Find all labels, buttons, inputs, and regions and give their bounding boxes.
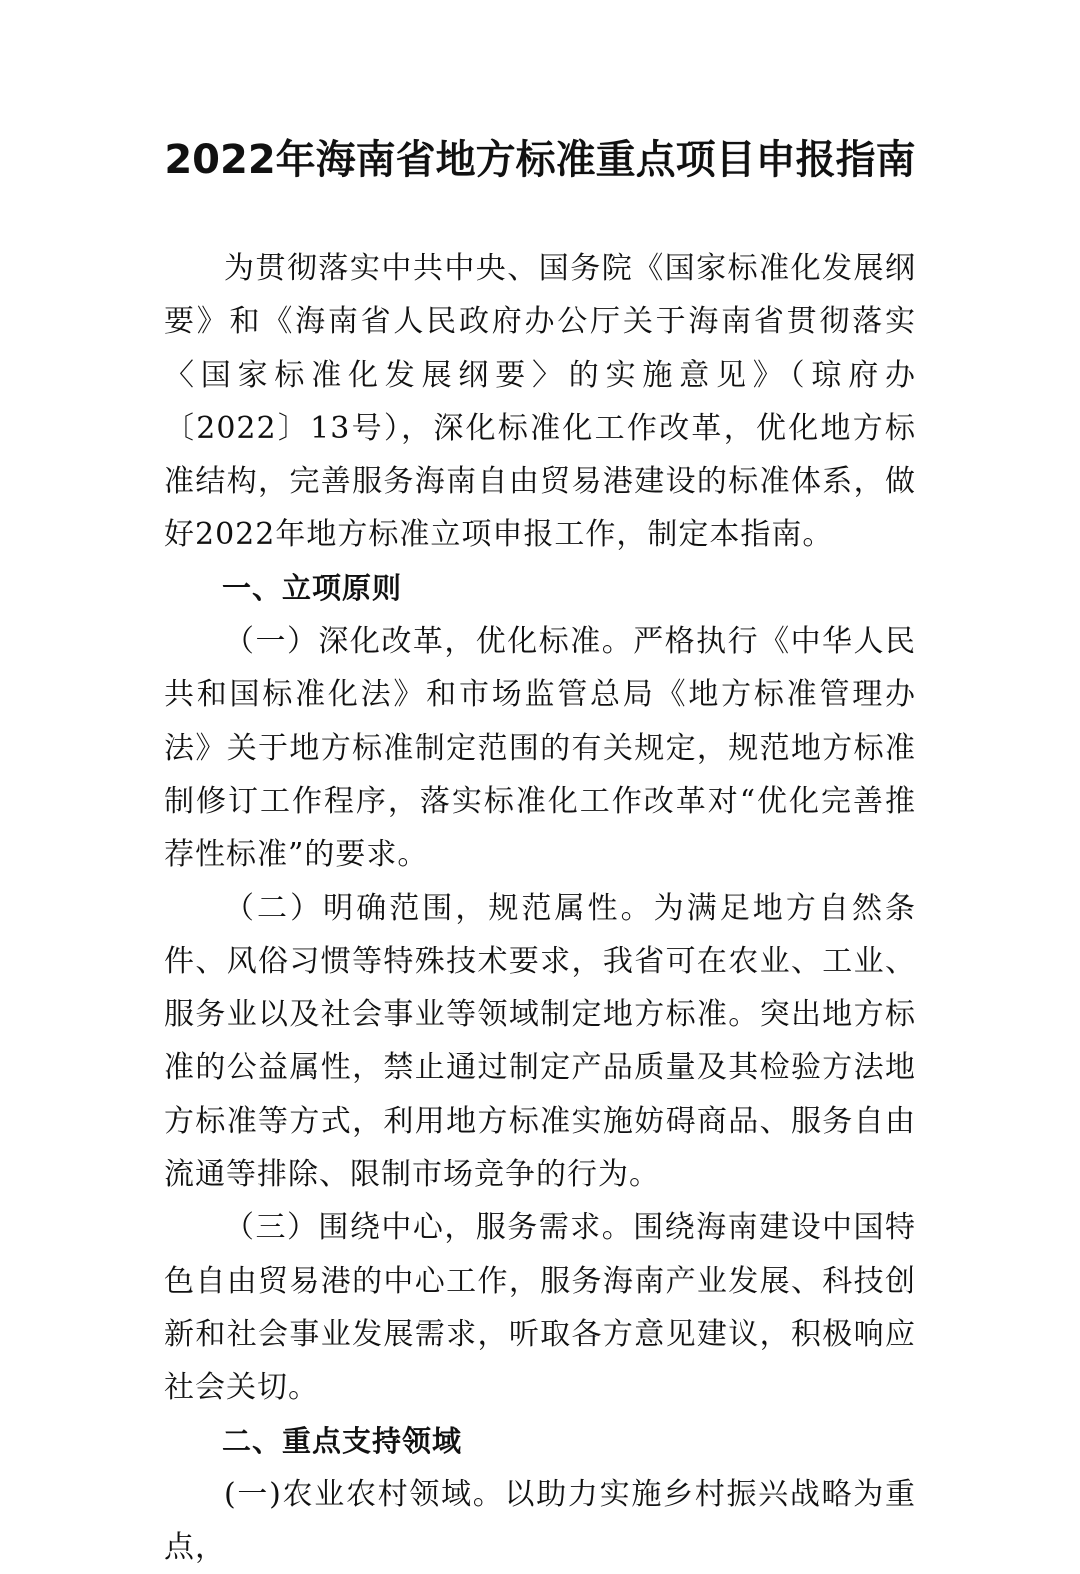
document-title: 2022年海南省地方标准重点项目申报指南: [164, 137, 916, 183]
intro-paragraph: 为贯彻落实中共中央、国务院《国家标准化发展纲要》和《海南省人民政府办公厅关于海南省贯彻落实〈国家标准化发展纲要〉的实施意见》（琼府办〔2022〕13号），深化标准化工作改革，优化地方标准结构，完善服务海南自由贸易港建设的标准体系，做好2022年地方标准立项申报工作，制定本指南。: [164, 251, 916, 553]
principle-paragraph-2: （二）明确范围，规范属性。为满足地方自然条件、风俗习惯等特殊技术要求，我省可在农业、工业、服务业以及社会事业等领域制定地方标准。突出地方标准的公益属性，禁止通过制定产品质量及其检验方法地方标准等方式，利用地方标准实施妨碍商品、服务自由流通等排除、限制市场竞争的行为。: [164, 890, 916, 1193]
section-heading-key-areas: 二、重点支持领域: [222, 1423, 463, 1458]
principle-paragraph-1: （一）深化改革，优化标准。严格执行《中华人民共和国标准化法》和市场监管总局《地方标准管理办法》关于地方标准制定范围的有关规定，规范地方标准制修订工作程序，落实标准化工作改革对“优化完善推荐性标准”的要求。: [164, 624, 916, 873]
document-body: [164, 242, 916, 1574]
key-area-paragraph-1: (一)农业农村领域。以助力实施乡村振兴战略为重点，: [164, 1476, 916, 1566]
principle-paragraph-3: （三）围绕中心，服务需求。围绕海南建设中国特色自由贸易港的中心工作，服务海南产业发展、科技创新和社会事业发展需求，听取各方意见建议，积极响应社会关切。: [164, 1210, 916, 1406]
section-heading-principles: 一、立项原则: [222, 570, 403, 605]
